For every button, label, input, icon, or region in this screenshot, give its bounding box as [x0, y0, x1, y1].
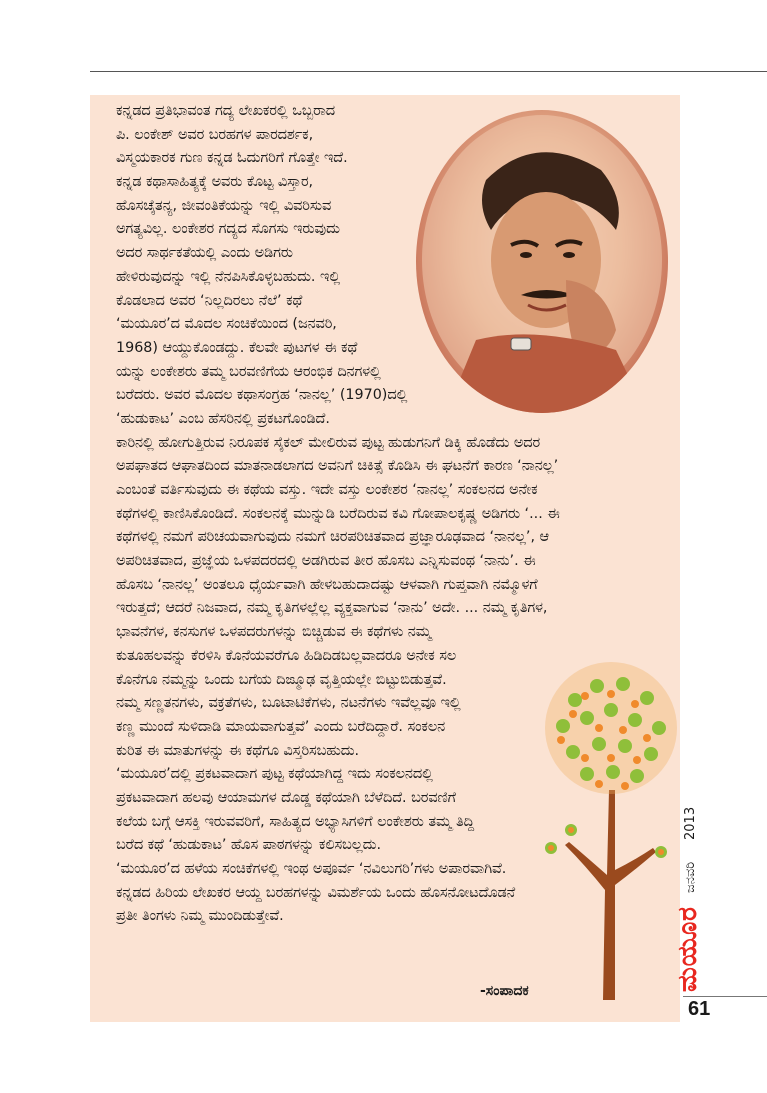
text-line: ಬರೆದ ಕಥೆ ‘ಹುಡುಕಾಟ’ ಹೊಸ ಪಾಠಗಳನ್ನು ಕಲಿಸಬಲ್ಲದು. — [116, 837, 382, 854]
text-line: ‘ಮಯೂರ’ದಲ್ಲಿ ಪ್ರಕಟವಾದಾಗ ಪುಟ್ಟ ಕಥೆಯಾಗಿದ್ದ ಇದು ಸಂಕಲನದಲ್ಲಿ — [116, 766, 433, 783]
text-line: ಕನ್ನಡದ ಪ್ರತಿಭಾವಂತ ಗದ್ಯ ಲೇಖಕರಲ್ಲಿ ಒಬ್ಬರಾದ — [116, 103, 335, 119]
text-line: ಬರೆದರು. ಅವರ ಮೊದಲ ಕಥಾಸಂಗ್ರಹ ‘ನಾನಲ್ಲ’ (1970)ದಲ್ಲಿ — [116, 387, 408, 404]
text-line: ಹೊಸಚೈತನ್ಯ, ಜೀವಂತಿಕೆಯನ್ನು ಇಲ್ಲಿ ವಿವರಿಸುವ — [116, 197, 332, 214]
text-line: ಕೊಡಲಾದ ಅವರ ‘ನಿಲ್ಲದಿರಲು ನೆಲೆ’ ಕಥೆ — [116, 292, 303, 309]
text-line: ಕಾರಿನಲ್ಲಿ ಹೋಗುತ್ತಿರುವ ನಿರೂಪಕ ಸೈಕಲ್ ಮೇಲಿರುವ ಪುಟ್ಟ ಹುಡುಗನಿಗೆ ಡಿಕ್ಕಿ ಹೊಡೆದು ಅದರ — [116, 434, 541, 451]
page-number: 61 — [688, 998, 711, 1020]
text-line: ಪ್ರಕಟವಾದಾಗ ಹಲವು ಆಯಾಮಗಳ ದೊಡ್ಡ ಕಥೆಯಾಗಿ ಬೆಳೆದಿದೆ. ಬರವಣಿಗೆ — [116, 789, 456, 806]
text-line: ಕಥೆಗಳಲ್ಲಿ ಕಾಣಿಸಿಕೊಂಡಿದೆ. ಸಂಕಲನಕ್ಕೆ ಮುನ್ನುಡಿ ಬರೆದಿರುವ ಕವಿ ಗೋಪಾಲಕೃಷ್ಣ ಅಡಿಗರು ‘... ಈ — [116, 505, 560, 522]
text-line: ಯನ್ನು ಲಂಕೇಶರು ತಮ್ಮ ಬರವಣಿಗೆಯ ಆರಂಭಿಕ ದಿನಗಳಲ್ಲಿ — [116, 363, 381, 380]
editor-signature: -ಸಂಪಾದಕ — [480, 983, 529, 999]
text-line: ಅಗತ್ಯವಿಲ್ಲ. ಲಂಕೇಶರ ಗದ್ಯದ ಸೊಗಸು ಇರುವುದು — [116, 221, 340, 238]
page-number-rule — [683, 996, 767, 997]
text-line: ಹೇಳಿರುವುದನ್ನು ಇಲ್ಲಿ ನೆನಪಿಸಿಕೊಳ್ಳಬಹುದು. ಇಲ್ಲಿ — [116, 268, 341, 285]
text-line: ವಿಸ್ಮಯಕಾರಕ ಗುಣ ಕನ್ನಡ ಓದುಗರಿಗೆ ಗೊತ್ತೇ ಇದೆ. — [116, 150, 348, 167]
text-line: ಪಿ. ಲಂಕೇಶ್ ಅವರ ಬರಹಗಳ ಪಾರದರ್ಶಕ, — [116, 126, 314, 143]
text-line: ಕಥೆಗಳಲ್ಲಿ ನಮಗೆ ಪರಿಚಯವಾಗುವುದು ನಮಗೆ ಚಿರಪರಿಚಿತವಾದ ಪ್ರಜ್ಞಾರೂಢವಾದ ‘ನಾನಲ್ಲ’, ಆ — [116, 529, 549, 546]
text-line: ಕಣ್ಣ ಮುಂದೆ ಸುಳಿದಾಡಿ ಮಾಯವಾಗುತ್ತವೆ’ ಎಂದು ಬರೆದಿದ್ದಾರೆ. ಸಂಕಲನ — [116, 718, 446, 735]
text-line: ಕುರಿತ ಈ ಮಾತುಗಳನ್ನು ಈ ಕಥೆಗೂ ವಿಸ್ತರಿಸಬಹುದು. — [116, 742, 360, 759]
tree-icon — [535, 660, 680, 1000]
text-line: ಕನ್ನಡದ ಹಿರಿಯ ಲೇಖಕರ ಆಯ್ದ ಬರಹಗಳನ್ನು ವಿಮರ್ಶೆಯ ಒಂದು ಹೊಸನೋಟದೊಡನೆ — [116, 884, 516, 901]
text-line: ಅದರ ಸಾರ್ಥಕತೆಯಲ್ಲಿ ಎಂದು ಅಡಿಗರು — [116, 245, 293, 262]
text-line: ಕುತೂಹಲವನ್ನು ಕೆರಳಿಸಿ ಕೊನೆಯವರೆಗೂ ಹಿಡಿದಿಡಬಲ್ಲವಾದರೂ ಅನೇಕ ಸಲ — [116, 647, 457, 664]
text-line: ‘ಮಯೂರ’ದ ಹಳೆಯ ಸಂಚಿಕೆಗಳಲ್ಲಿ ಇಂಥ ಅಪೂರ್ವ ‘ನವಿಲುಗರಿ’ಗಳು ಅಪಾರವಾಗಿವೆ. — [116, 861, 507, 877]
text-line: ಕಲೆಯ ಬಗ್ಗೆ ಆಸಕ್ತಿ ಇರುವವರಿಗೆ, ಸಾಹಿತ್ಯದ ಅಭ್ಯಾಸಿಗಳಿಗೆ ಲಂಕೇಶರು ತಮ್ಮ ತಿದ್ದಿ — [116, 813, 475, 830]
text-line: ಅಪರಿಚಿತವಾದ, ಪ್ರಜ್ಞೆಯ ಒಳಪದರದಲ್ಲಿ ಅಡಗಿರುವ ತೀರ ಹೊಸಬ ಎನ್ನಿಸುವಂಥ ‘ನಾನು’. ಈ — [116, 553, 536, 570]
issue-month: ಜನವರಿ — [683, 861, 698, 893]
text-line: ಪ್ರತೀ ತಿಂಗಳು ನಿಮ್ಮ ಮುಂದಿಡುತ್ತೇವೆ. — [116, 908, 284, 925]
magazine-name: ಮಯೂರ — [673, 906, 703, 992]
text-line: ಭಾವನೆಗಳ, ಕನಸುಗಳ ಒಳಪದರುಗಳನ್ನು ಬಿಚ್ಚಿಡುವ ಈ ಕಥೆಗಳು ನಮ್ಮ — [116, 624, 432, 641]
tree-illustration — [535, 660, 680, 1000]
text-line: ನಮ್ಮ ಸಣ್ಣತನಗಳು, ವಕ್ರತೆಗಳು, ಬೂಟಾಟಿಕೆಗಳು, ನಟನೆಗಳು ಇವೆಲ್ಲವೂ ಇಲ್ಲಿ — [116, 695, 461, 712]
top-rule — [90, 71, 767, 72]
issue-year: 2013 — [683, 806, 698, 840]
text-line: ಕೊನೆಗೂ ನಮ್ಮನ್ನು ಒಂದು ಬಗೆಯ ದಿಙ್ಮೂಢ ವೃತ್ತಿಯಲ್ಲೇ ಬಿಟ್ಟುಬಿಡುತ್ತವೆ. — [116, 671, 447, 688]
text-line: ‘ಹುಡುಕಾಟ’ ಎಂಬ ಹೆಸರಿನಲ್ಲಿ ಪ್ರಕಟಗೊಂಡಿದೆ. — [116, 410, 330, 427]
text-line: ಎಂಬಂತೆ ವರ್ತಿಸುವುದು ಈ ಕಥೆಯ ವಸ್ತು. ಇದೇ ವಸ್ತು ಲಂಕೇಶರ ‘ನಾನಲ್ಲ’ ಸಂಕಲನದ ಅನೇಕ — [116, 482, 538, 498]
text-line: ಇರುತ್ತದೆ; ಆದರೆ ನಿಜವಾದ, ನಮ್ಮ ಕೃತಿಗಳಲ್ಲೆಲ್ಲ ವ್ಯಕ್ತವಾಗುವ ‘ನಾನು’ ಅದೇ. ... ನಮ್ಮ ಕೃತಿಗಳ, — [116, 600, 548, 617]
text-line: ಹೊಸಬ ‘ನಾನಲ್ಲ’ ಅಂತಲೂ ಧೈರ್ಯವಾಗಿ ಹೇಳಬಹುದಾದಷ್ಟು ಆಳವಾಗಿ ಗುಪ್ತವಾಗಿ ನಮ್ಮೊಳಗೆ — [116, 576, 538, 593]
text-line: ಕನ್ನಡ ಕಥಾಸಾಹಿತ್ಯಕ್ಕೆ ಅವರು ಕೊಟ್ಟ ವಿಸ್ತಾರ, — [116, 174, 314, 191]
text-line: ‘ಮಯೂರ’ದ ಮೊದಲ ಸಂಚಿಕೆಯಿಂದ (ಜನವರಿ, — [116, 316, 337, 333]
text-line: 1968) ಆಯ್ದುಕೊಂಡದ್ದು. ಕೆಲವೇ ಪುಟಗಳ ಈ ಕಥೆ — [116, 339, 358, 356]
text-line: ಅಪಘಾತದ ಆಘಾತದಿಂದ ಮಾತನಾಡಲಾಗದ ಅವನಿಗೆ ಚಿಕಿತ್ಸೆ ಕೊಡಿಸಿ ಈ ಘಟನೆಗೆ ಕಾರಣ ‘ನಾನಲ್ಲ’ — [116, 458, 559, 475]
